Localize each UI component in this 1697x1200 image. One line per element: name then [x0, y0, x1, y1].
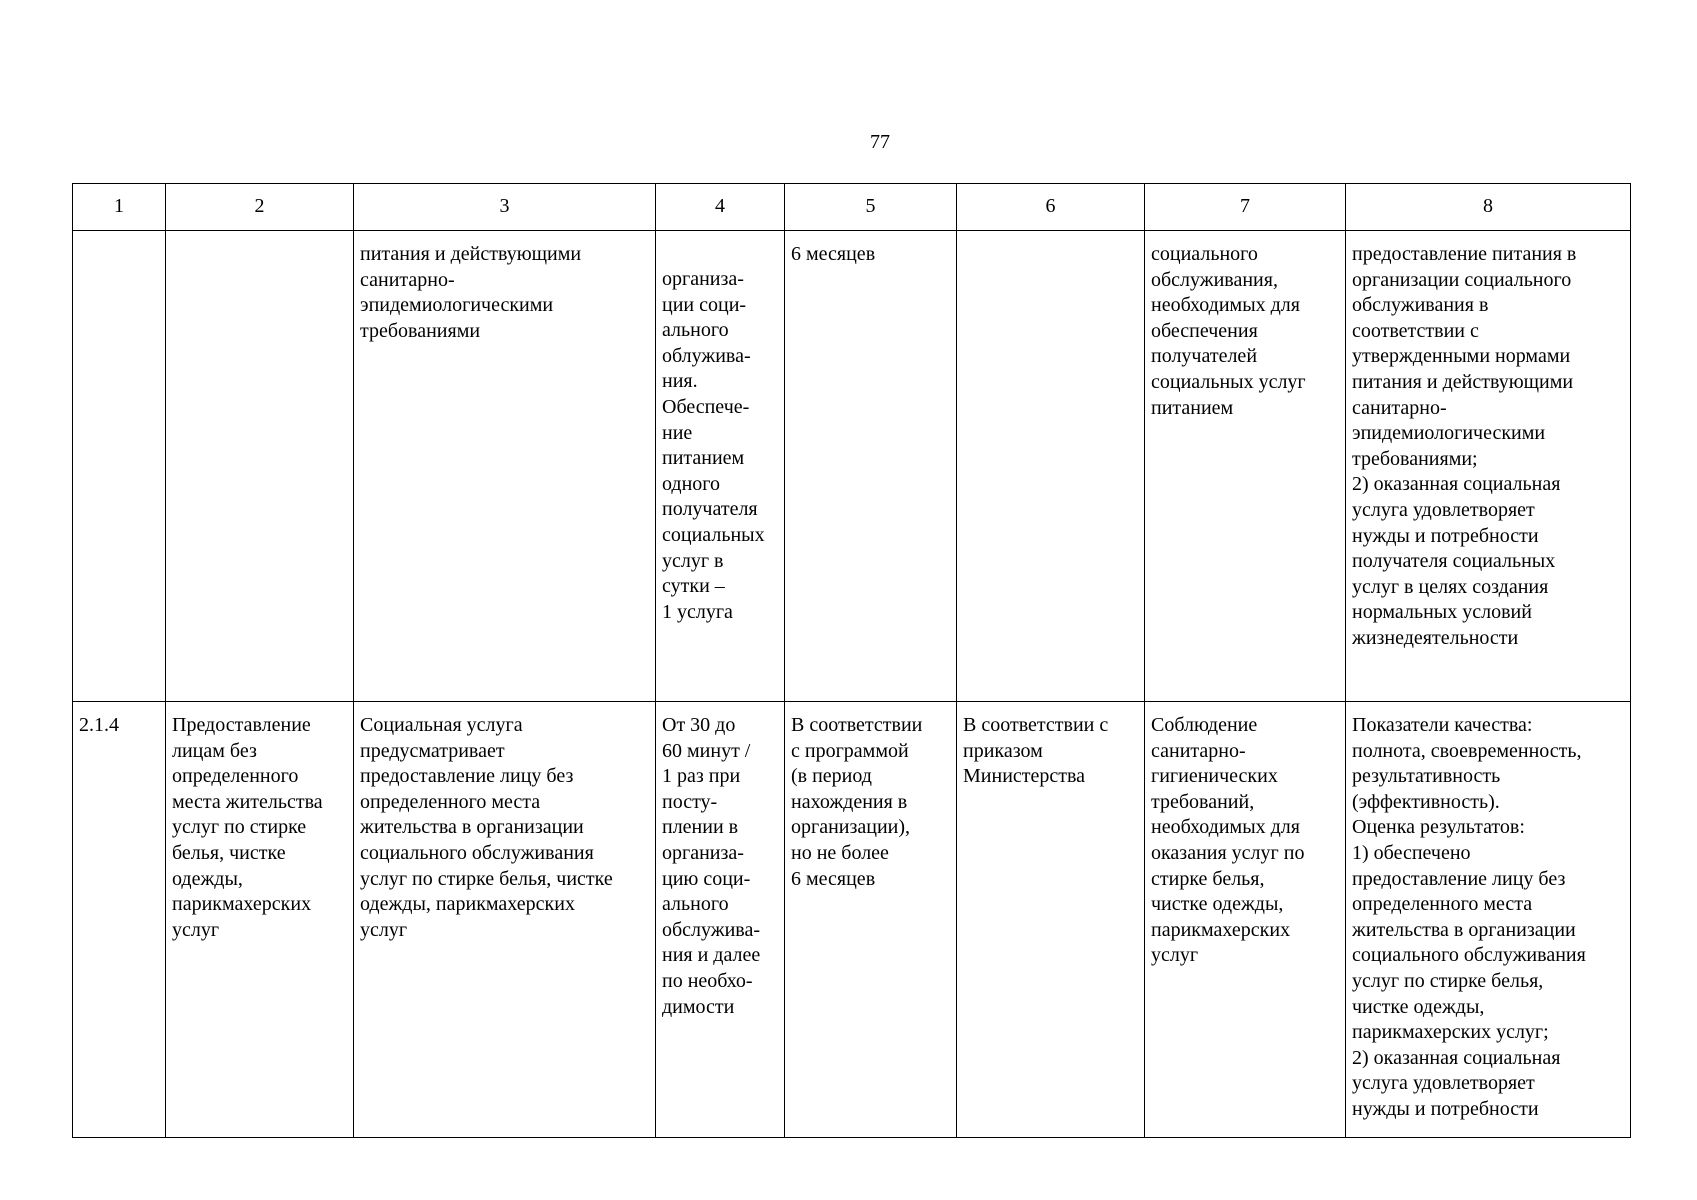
column-header-1: 1 [73, 184, 166, 231]
column-header-4: 4 [656, 184, 785, 231]
service-cost-cell [957, 231, 1145, 702]
service-description-cell: питания и действующими санитарно- эпидемиологическими требованиями [354, 231, 656, 702]
service-conditions-cell: социального обслуживания, необходимых для обеспечения получателей социальных услуг питанием [1145, 231, 1346, 702]
table-row [73, 231, 1631, 702]
services-table [72, 183, 1631, 1138]
page-number: 77 [870, 131, 890, 153]
row-number-cell: 2.1.4 [73, 702, 166, 1138]
column-header-3: 3 [354, 184, 656, 231]
table-row [73, 702, 1631, 1138]
service-volume-cell: От 30 до 60 минут / 1 раз при посту- плении в организа- цию соци- ального обслужива- ния и далее по необхо- димости [656, 702, 785, 1138]
service-term-cell: В соответствии с программой (в период нахождения в организации), но не более 6 месяцев [785, 702, 957, 1138]
service-description-cell: Социальная услуга предусматривает предоставление лицу без определенного места жительства в организации социального обслуживания услуг по стирке белья, чистке одежды, парикмахерских услуг [354, 702, 656, 1138]
service-term-cell: 6 месяцев [785, 231, 957, 702]
quality-indicators-cell: предоставление питания в организации социального обслуживания в соответствии с утвержденными нормами питания и действующими санитарно- эпидемиологическими требованиями; 2) оказанная социальная услуга удовлетворяет нужды и потребности получателя социальных услуг в целях создания нормальных условий жизнедеятельности [1346, 231, 1631, 702]
service-cost-cell: В соответствии с приказом Министерства [957, 702, 1145, 1138]
row-number-cell [73, 231, 166, 702]
service-name-cell: Предоставление лицам без определенного места жительства услуг по стирке белья, чистке одежды, парикмахерских услуг [166, 702, 354, 1138]
quality-indicators-cell: Показатели качества: полнота, своевременность, результативность (эффективность). Оценка результатов: 1) обеспечено предоставление лицу без определенного места жительства в организации социального обслуживания услуг по стирке белья, чистке одежды, парикмахерских услуг; 2) оказанная социальная услуга удовлетворяет нужды и потребности [1346, 702, 1631, 1138]
column-header-5: 5 [785, 184, 957, 231]
column-header-6: 6 [957, 184, 1145, 231]
table-header-row [73, 184, 1631, 231]
service-conditions-cell: Соблюдение санитарно- гигиенических требований, необходимых для оказания услуг по стирке белья, чистке одежды, парикмахерских услуг [1145, 702, 1346, 1138]
service-name-cell [166, 231, 354, 702]
column-header-2: 2 [166, 184, 354, 231]
column-header-8: 8 [1346, 184, 1631, 231]
service-volume-cell: организа- ции соци- ального облужива- ния. Обеспече- ние питанием одного получателя социальных услуг в сутки – 1 услуга [656, 231, 785, 702]
column-header-7: 7 [1145, 184, 1346, 231]
